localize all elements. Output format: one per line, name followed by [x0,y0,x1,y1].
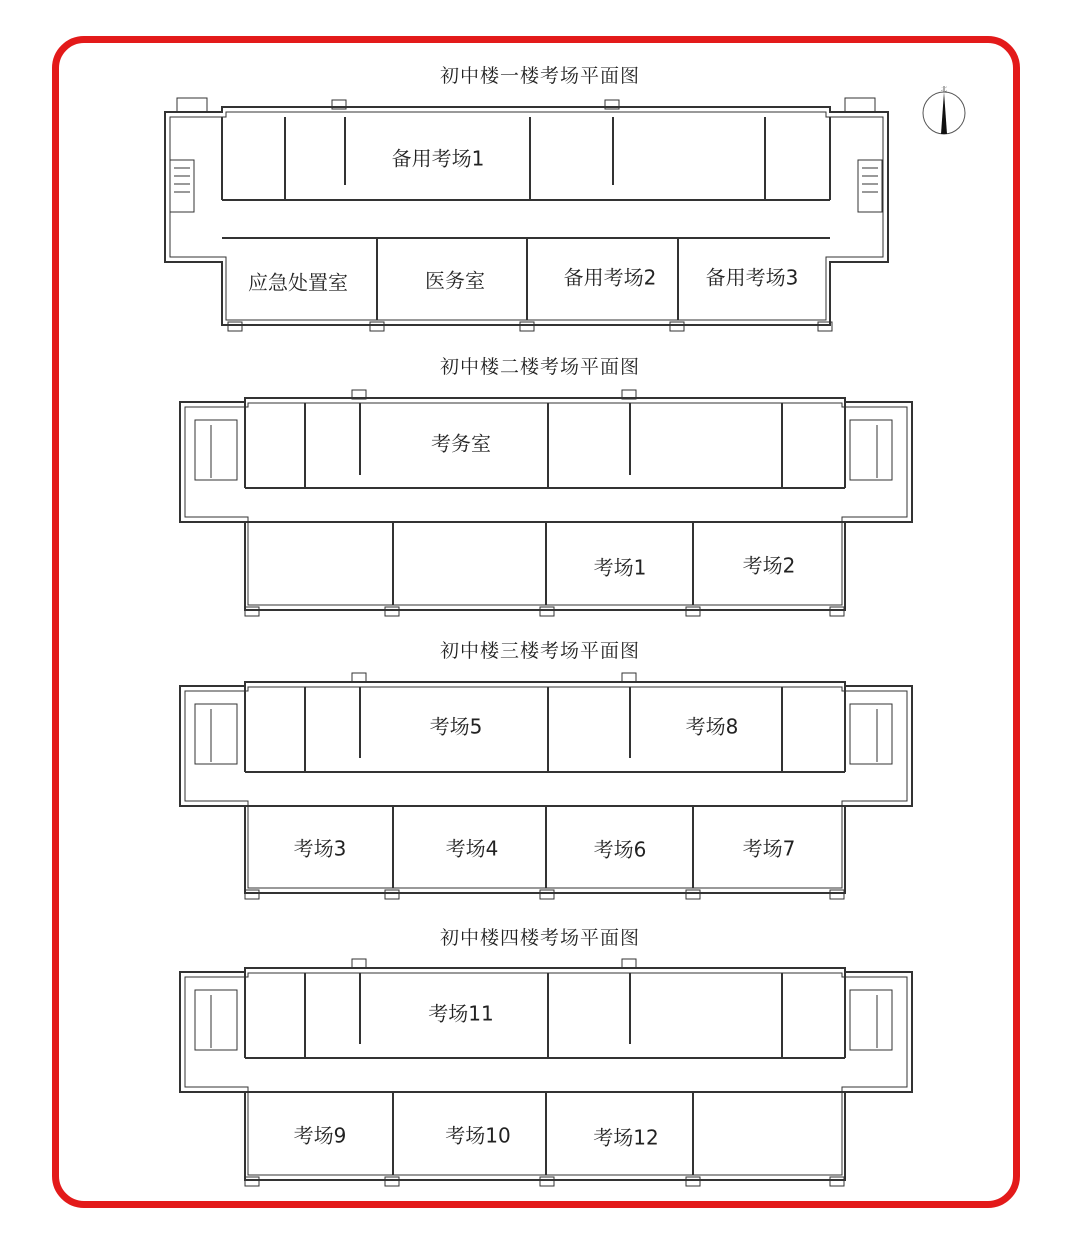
floor4-title: 初中楼四楼考场平面图 [439,927,640,949]
room-label: 应急处置室 [248,270,348,295]
compass-label: 北 [940,86,948,93]
room-label: 考场3 [293,836,347,861]
room-label: 考场2 [742,553,796,578]
room-label: 考场5 [429,714,483,739]
room-label: 考场11 [428,1001,494,1026]
room-label: 考场9 [293,1123,347,1148]
floor1-title: 初中楼一楼考场平面图 [439,65,640,87]
room-label: 医务室 [425,268,485,293]
room-label: 备用考场2 [563,265,657,290]
room-label: 考场8 [685,714,739,739]
floor3-title: 初中楼三楼考场平面图 [439,640,640,662]
room-label: 考务室 [431,431,491,456]
floor2-title: 初中楼二楼考场平面图 [439,356,640,378]
room-label: 考场4 [445,836,499,861]
room-label: 考场7 [742,836,796,861]
room-label: 备用考场3 [705,265,799,290]
room-label: 考场6 [593,837,647,862]
room-label: 考场10 [445,1123,511,1148]
room-label: 考场1 [593,555,647,580]
room-label: 考场12 [593,1125,659,1150]
room-label: 备用考场1 [391,146,485,171]
